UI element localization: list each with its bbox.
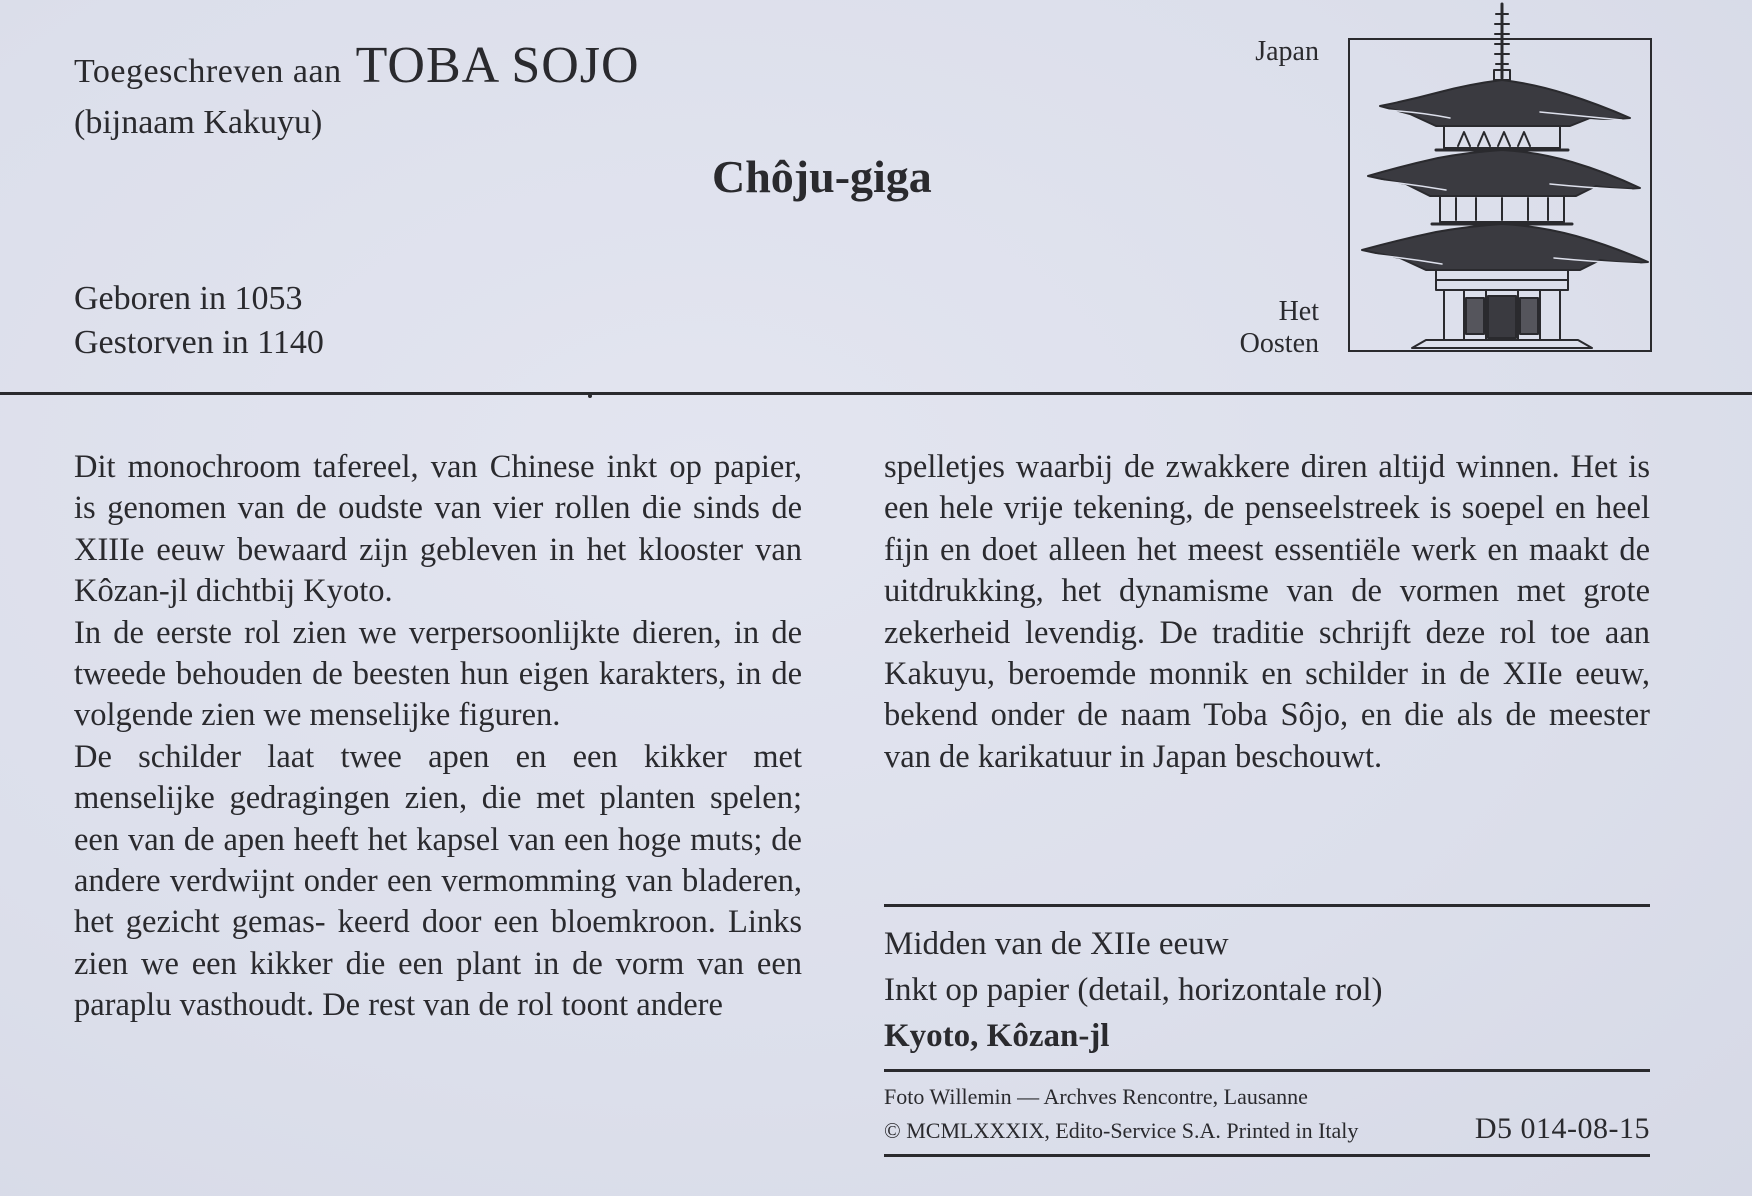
artist-nickname: (bijnaam Kakuyu): [74, 104, 323, 141]
header-divider: [0, 392, 1752, 395]
info-divider-middle: [884, 1069, 1650, 1072]
card-code: D5 014-08-15: [1474, 1112, 1650, 1145]
artist-name: TOBA SOJO: [355, 37, 640, 94]
work-title: Chôju-giga: [712, 151, 932, 202]
description-paragraph-1: Dit monochroom tafereel, van Chinese inkt op papier, is genomen van de oudste van vier rollen die sinds de XIIIe eeuw bewaard zijn gebleven in het klooster van Kôzan-jl dichtbij Kyoto.: [74, 449, 802, 610]
description-paragraph-3: De schilder laat twee apen en een kikker met menselijke gedragingen zien, die met planten spelen; een van de apen heeft het kapsel van een hoge muts; de andere verdwijnt onder een vermomming van bladeren, het gezicht gemas- keerd door een bloemkroon. Links zien we een kikker die een plant in de vorm van een paraplu vasthoudt. De rest van de rol toont andere: [74, 738, 802, 1024]
attribution-prefix: Toegeschreven aan: [74, 53, 342, 90]
copyright-row: [884, 1112, 1650, 1146]
description-right-column: [884, 447, 1650, 778]
divider-dot: [588, 394, 592, 398]
description-left-column: [74, 447, 802, 1027]
info-divider-top: [884, 904, 1650, 907]
artwork-location: Kyoto, Kôzan-jl: [884, 1018, 1110, 1054]
attribution-line: [74, 36, 640, 95]
pagoda-icon: [1340, 0, 1660, 352]
info-divider-bottom: [884, 1154, 1650, 1157]
artwork-info-box: [884, 904, 1650, 1157]
birth-date: Geboren in 1053: [74, 280, 303, 317]
artwork-medium: Inkt op papier (detail, horizontale rol): [884, 972, 1383, 1008]
region-area-line1: Het: [1278, 296, 1319, 327]
photo-credit: Foto Willemin — Archves Rencontre, Lausanne: [884, 1084, 1308, 1109]
region-country: Japan: [1255, 36, 1319, 67]
description-paragraph-4: spelletjes waarbij de zwakkere diren altijd winnen. Het is een hele vrije tekening, de penseelstreek is soepel en heel fijn en doet alleen het meest essentiële werk en maakt de uitdrukking, het dynamisme van de vormen met grote zekerheid levendig. De traditie schrijft deze rol toe aan Kakuyu, beroemde monnik en schilder in de XIIe eeuw, bekend onder de naam Toba Sôjo, en die als de meester van de karikatuur in Japan beschouwt.: [884, 449, 1650, 775]
artwork-date: Midden van de XIIe eeuw: [884, 926, 1229, 962]
death-date: Gestorven in 1140: [74, 324, 324, 361]
region-area-line2: Oosten: [1239, 328, 1319, 359]
description-paragraph-2: In de eerste rol zien we verpersoonlijkte dieren, in de tweede behouden de beesten hun eigen karakters, in de volgende zien we menselijke figuren.: [74, 614, 802, 734]
copyright-notice: © MCMLXXXIX, Edito-Service S.A. Printed in Italy: [884, 1118, 1359, 1143]
